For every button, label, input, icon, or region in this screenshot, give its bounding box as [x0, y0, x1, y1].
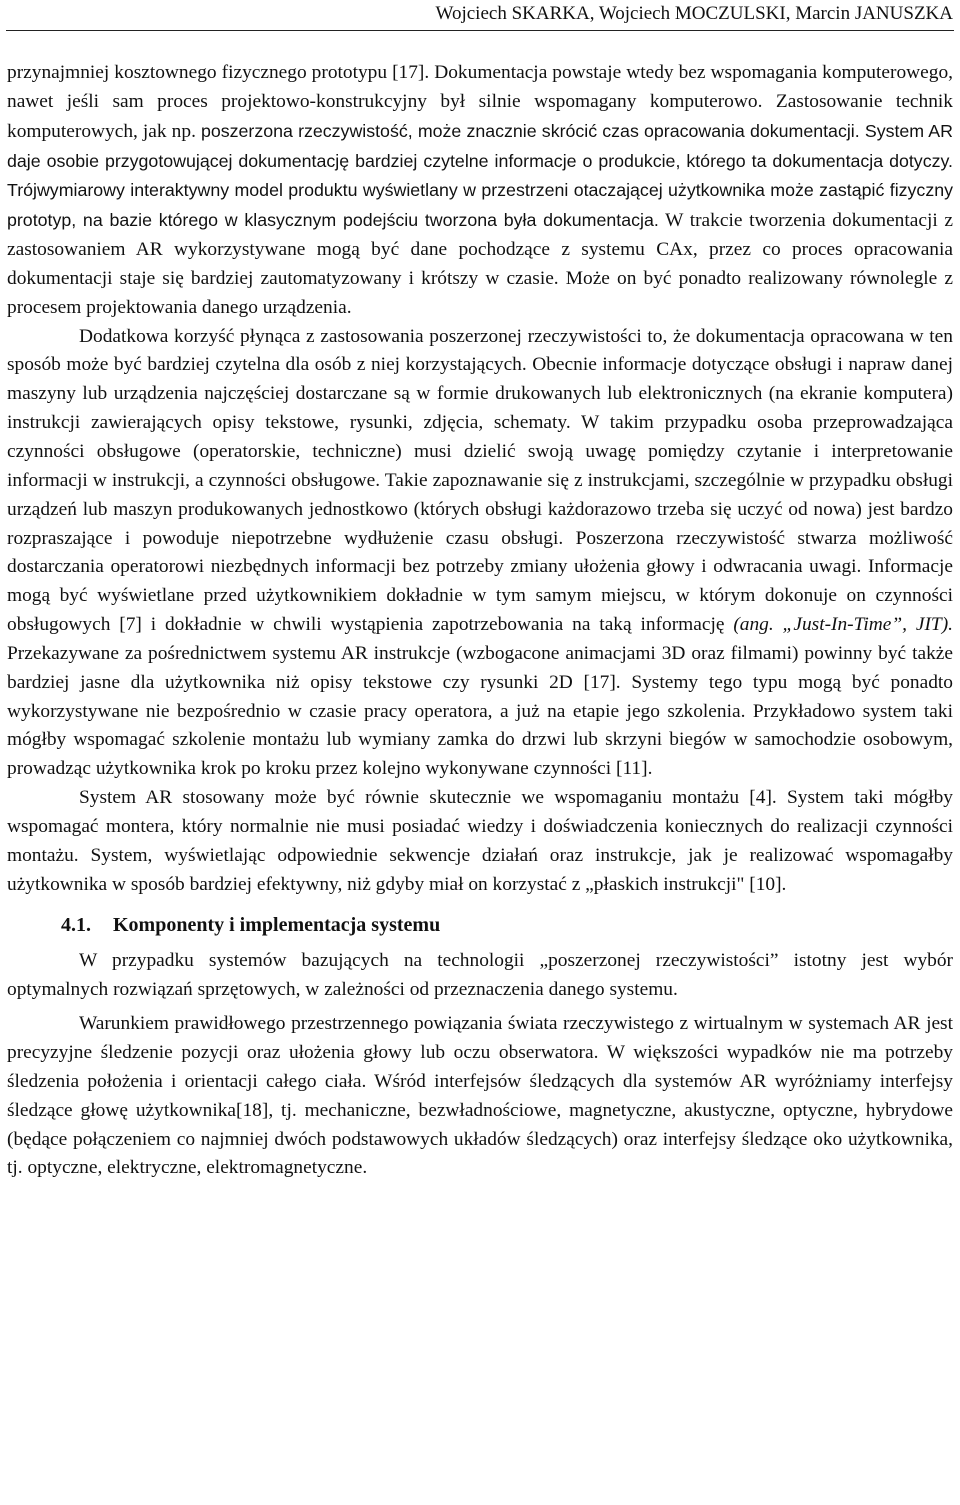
paragraph-text: Dodatkowa korzyść płynąca z zastosowania poszerzonej rzeczywistości to, że dokumentacja opracowana w ten sposób może być bardziej czytelna dla osób z niej korzystających. Obecnie informacje dotyczące obsługi i napraw danej maszyny lub urządzenia najczęściej dostarczane są w formie drukowanych lub elektronicznych (na ekranie komputera) instrukcji zawierających opisy tekstowe, rysunki, zdjęcia, schematy. W takim przypadku osoba przeprowadzająca czynności obsługowe (operatorskie, techniczne) musi dzielić swoją uwagę pomiędzy czytanie i interpretowanie informacji w instrukcji, a czynności obsługowe. Takie zapoznawanie się z instrukcjami, szczególnie w przypadku obsługi urządzeń lub maszyn produkowanych jednostkowo (których obsługi każdorazowo trzeba się uczyć od nowa) jest bardzo rozpraszające i powoduje niepotrzebne wydłużenie czasu obsługi. Poszerzona rzeczywistość stwarza możliwość dostarczania operatorowi niezbędnych informacji bez potrzeby zmiany ułożenia głowy i odwracania uwagi. Informacje mogą być wyświetlane przed użytkownikiem dokładnie w tym samym miejscu, w którym dokonuje on czynności obsługowych [7] i dokładnie w chwili wystąpienia zapotrzebowania na taką informację	[7, 325, 953, 636]
paragraph-assembly-support: System AR stosowany może być równie skutecznie we wspomaganiu montażu [4]. System taki mógłby wspomagać montera, który normalnie nie musi posiadać wiedzy i doświadczenia koniecznych do realizacji czynności montażu. System, wyświetlając odpowiednie sekwencje działań oraz instrukcje, jak je realizować wspomagałby użytkownika w sposób bardziej efektywny, niż gdyby miał on korzystać z „płaskich instrukcji" [10].	[7, 787, 953, 895]
paragraph-text: Przekazywane za pośrednictwem systemu AR instrukcje (wzbogacone animacjami 3D oraz filmami) powinny być także bardziej jasne dla użytkownika niż opisy tekstowe czy rysunki 2D [17]. Systemy tego typu mogą być ponadto wykorzystywane nie bezpośrednio w czasie pracy operatora, a już na etapie jego szkolenia. Przykładowo system taki mógłby wspomagać szkolenie montażu lub wymiany zamka do drzwi lub skrzyni biegów w samochodzie osobowym, prowadząc użytkownika krok po kroku przez kolejno wykonywane czynności [11].	[7, 642, 953, 780]
running-header-authors: Wojciech SKARKA, Wojciech MOCZULSKI, Marcin JANUSZKA	[435, 3, 953, 24]
section-number: 4.1.	[61, 914, 91, 937]
paragraph-text-sans: poszerzona rzeczywistość, może znacznie skrócić czas opracowania dokumentacji. System AR daje osobie przygotowującej dokumentację bardziej czytelne informacje o produkcie, którego ta dokumentacja dotyczy. Trójwymiarowy interaktywny model produktu wyświetlany w przestrzeni otaczającej użytkownika może zastąpić fizyczny prototyp, na bazie którego w klasycznym podejściu tworzona była dokumentacja.	[7, 120, 953, 231]
paragraph-text-italic: (ang. „Just-In-Time”, JIT).	[733, 614, 953, 636]
page-body	[7, 59, 953, 1183]
paragraph-tracking-interfaces: Warunkiem prawidłowego przestrzennego powiązania świata rzeczywistego z wirtualnym w systemach AR jest precyzyjne śledzenie pozycji oraz ułożenia głowy lub oczu obserwatora. W większości wypadków nie ma potrzeby śledzenia położenia i orientacji całego ciała. Wśród interfejsów śledzących dla systemów AR wyróżniamy interfejsy śledzące głowę użytkownika[18], tj. mechaniczne, bezwładnościowe, magnetyczne, akustyczne, optyczne, hybrydowe (będące połączeniem co najmniej dwóch podstawowych układów śledzących) oraz interfejsy śledzące oko użytkownika, tj. optyczne, elektryczne, elektromagnetyczne.	[7, 1013, 953, 1179]
paragraph-text: W trakcie tworzenia dokumentacji z zastosowaniem AR wykorzystywane mogą być dane pochodzące z systemu CAx, przez co proces opracowania dokumentacji staje się bardziej zautomatyzowany i krótszy w czasie. Może on być ponadto realizowany równolegle z procesem projektowania danego urządzenia.	[7, 210, 954, 318]
header-divider	[6, 30, 954, 31]
paragraph-documentation-intro	[7, 59, 953, 323]
paragraph-additional-benefit	[7, 323, 953, 785]
section-heading	[7, 911, 953, 939]
paragraph-hardware-choice: W przypadku systemów bazujących na technologii „poszerzonej rzeczywistości” istotny jest wybór optymalnych rozwiązań sprzętowych, w zależności od przeznaczenia danego systemu.	[7, 950, 953, 1001]
paragraph-text: przynajmniej kosztownego fizycznego prototypu [17]. Dokumentacja powstaje wtedy bez wspomagania komputerowego, nawet jeśli sam proces projektowo-konstrukcyjny był silnie wspomagany komputerowo. Zastosowanie technik komputerowych, jak np.	[7, 62, 953, 142]
section-title: Komponenty i implementacja systemu	[113, 914, 441, 937]
